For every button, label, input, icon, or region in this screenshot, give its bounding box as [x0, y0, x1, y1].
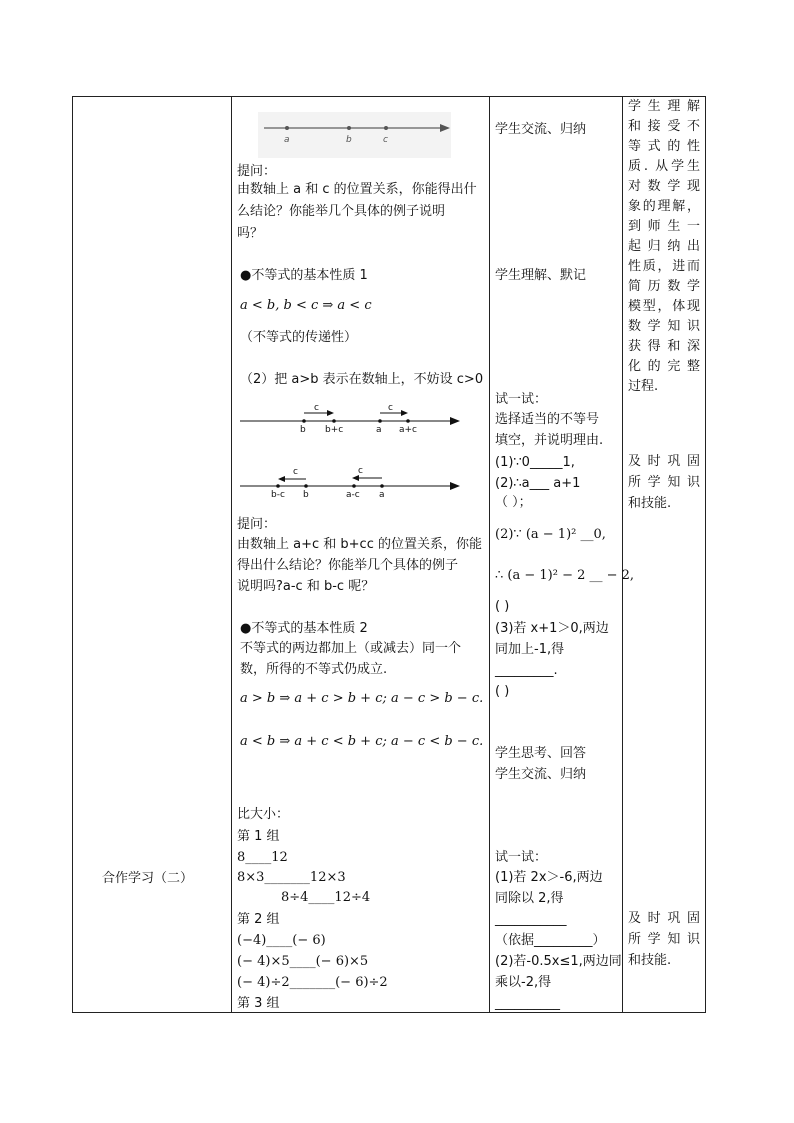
group-2-line-1: (−4)____(− 6) [237, 933, 326, 948]
consolidate-line: 和技能. [628, 953, 672, 968]
property-1-formula: a < b, b < c ⇒ a < c [240, 298, 372, 313]
question2-line-3: 说明吗?a-c 和 b-c 呢？ [237, 579, 375, 594]
exercise-3-line-1: (3)若 x+1＞0,两边 [495, 621, 609, 636]
try-it-2-line-6: (2)若-0.5x≤1,两边同 [495, 954, 622, 969]
arrow-c-label-2: c [388, 403, 393, 413]
group-1-line-1: 8____12 [237, 850, 288, 865]
intent-line: 模型，体现 [628, 299, 700, 314]
consolidate-block-1 [628, 453, 700, 512]
property-2-title: ●不等式的基本性质 2 [240, 621, 368, 636]
point-a-label: a [376, 425, 382, 435]
intent-line: 到师生一 [628, 219, 700, 234]
try-it-2-line-4: ___________ [495, 912, 567, 927]
group-1-label: 第 1 组 [237, 829, 280, 844]
try-it-2-line-5: （依据_________） [495, 933, 606, 948]
try-it-1-line-3: 填空，并说明理由. [495, 433, 604, 448]
section-label: 合作学习（二） [102, 871, 194, 886]
try-it-2-line-7: 乘以-2,得 [495, 975, 552, 990]
table-right-border [705, 96, 706, 1013]
question2-line-1: 由数轴上 a+c 和 b+cc 的位置关系，你能 [237, 537, 482, 552]
group-2-label: 第 2 组 [237, 912, 280, 927]
arrow-c-label-2: c [358, 466, 363, 476]
try-it-2-line-1: 试一试： [495, 850, 548, 865]
column-divider-1 [231, 96, 232, 1013]
design-intent-block [628, 98, 700, 395]
try-it-2-line-2: (1)若 2x＞-6,两边 [495, 870, 603, 885]
try-it-2-line-3: 同除以 2,得 [495, 891, 564, 906]
arrow-c-label-1: c [293, 467, 298, 477]
intent-line: 和接受不 [628, 119, 700, 134]
intent-line: 质. 从学生 [628, 159, 700, 174]
intent-line: 学生理解 [628, 99, 700, 114]
point-c-label: c [383, 135, 388, 145]
try-it-1-line-6: （ ）； [495, 495, 532, 510]
consolidate-line: 和技能. [628, 496, 672, 511]
group-3-label: 第 3 组 [237, 996, 280, 1011]
exercise-2-line-1: (2)∵ (a − 1)² __0, [495, 527, 606, 542]
try-it-2-line-8: __________ [495, 996, 560, 1011]
exercise-2-reason: ( ) [495, 599, 510, 614]
property-2-line-1: 不等式的两边都加上（或减去）同一个 [240, 641, 462, 656]
column-divider-3 [622, 96, 623, 1013]
table-top-border [72, 96, 706, 97]
question-label-1: 提问： [237, 164, 277, 179]
point-b-label: b [303, 490, 309, 500]
consolidate-line: 所学知识 [628, 475, 700, 490]
table-bottom-border [72, 1012, 706, 1013]
intent-line: 性质，进而 [628, 259, 700, 274]
question-line-2: 么结论？你能举几个具体的例子说明 [237, 204, 446, 219]
point-b-plus-c-label: b+c [325, 425, 344, 435]
column-divider-2 [489, 96, 490, 1013]
part-2-statement: （2）把 a>b 表示在数轴上，不妨设 c>0 [240, 372, 484, 387]
intent-line: 数学知识 [628, 319, 700, 334]
consolidate-line: 及时巩固 [628, 911, 700, 926]
try-it-1-line-1: 试一试： [495, 392, 548, 407]
number-line-3 [238, 465, 468, 505]
consolidate-line: 所学知识 [628, 932, 700, 947]
student-activity-1: 学生交流、归纳 [495, 122, 587, 137]
question2-line-2: 得出什么结论？你能举几个具体的例子 [237, 558, 459, 573]
property-2-formula-2: a < b ⇒ a + c < b + c; a − c < b − c. [240, 734, 484, 749]
intent-line: 等式的性 [628, 139, 700, 154]
intent-line: 获得和深 [628, 339, 700, 354]
try-it-1-line-2: 选择适当的不等号 [495, 412, 600, 427]
property-2-line-2: 数，所得的不等式仍成立. [240, 662, 388, 677]
group-1-line-3: 8÷4____12÷4 [281, 890, 371, 905]
point-b-minus-c-label: b-c [271, 490, 285, 500]
intent-line: 起归纳出 [628, 239, 700, 254]
property-2-formula-1: a > b ⇒ a + c > b + c; a − c > b − c. [240, 691, 484, 706]
question-line-3: 吗？ [237, 226, 264, 241]
intent-line: 象的理解， [628, 199, 700, 214]
point-b-label: b [300, 425, 306, 435]
point-a-label: a [379, 490, 385, 500]
question-line-1: 由数轴上 a 和 c 的位置关系，你能得出什 [237, 182, 477, 197]
intent-line: 简历数学 [628, 279, 700, 294]
student-activity-3: 学生思考、回答 [495, 746, 587, 761]
try-it-1-line-4: (1)∵0_____1, [495, 455, 575, 470]
consolidate-line: 及时巩固 [628, 454, 700, 469]
compare-label: 比大小： [237, 807, 290, 822]
point-a-label: a [284, 135, 290, 145]
intent-line: 对数学现 [628, 179, 700, 194]
student-activity-2: 学生理解、默记 [495, 268, 587, 283]
group-1-line-2: 8×3_______12×3 [237, 870, 346, 885]
intent-line: 过程. [628, 379, 659, 394]
exercise-2-line-2: ∴ (a − 1)² − 2 __ − 2, [495, 568, 635, 583]
group-2-line-2: (− 4)×5____(− 6)×5 [237, 954, 369, 969]
exercise-3-line-2: 同加上-1,得 [495, 642, 565, 657]
number-line-2 [238, 400, 468, 440]
arrow-c-label-1: c [314, 403, 319, 413]
property-1-title: ●不等式的基本性质 1 [240, 268, 368, 283]
property-1-note: （不等式的传递性） [240, 330, 358, 345]
exercise-3-line-4: ( ) [495, 684, 510, 699]
student-activity-4: 学生交流、归纳 [495, 767, 587, 782]
question-label-2: 提问： [237, 517, 277, 532]
consolidate-block-2 [628, 910, 700, 969]
point-b-label: b [346, 135, 352, 145]
point-a-plus-c-label: a+c [399, 425, 418, 435]
point-a-minus-c-label: a-c [346, 490, 360, 500]
number-line-1 [258, 112, 458, 160]
table-left-border [72, 96, 73, 1013]
intent-line: 化的完整 [628, 359, 700, 374]
try-it-1-line-5: (2)∴a___ a+1 [495, 476, 581, 491]
group-2-line-3: (− 4)÷2_______(− 6)÷2 [237, 975, 388, 990]
exercise-3-line-3: _________. [495, 663, 558, 678]
